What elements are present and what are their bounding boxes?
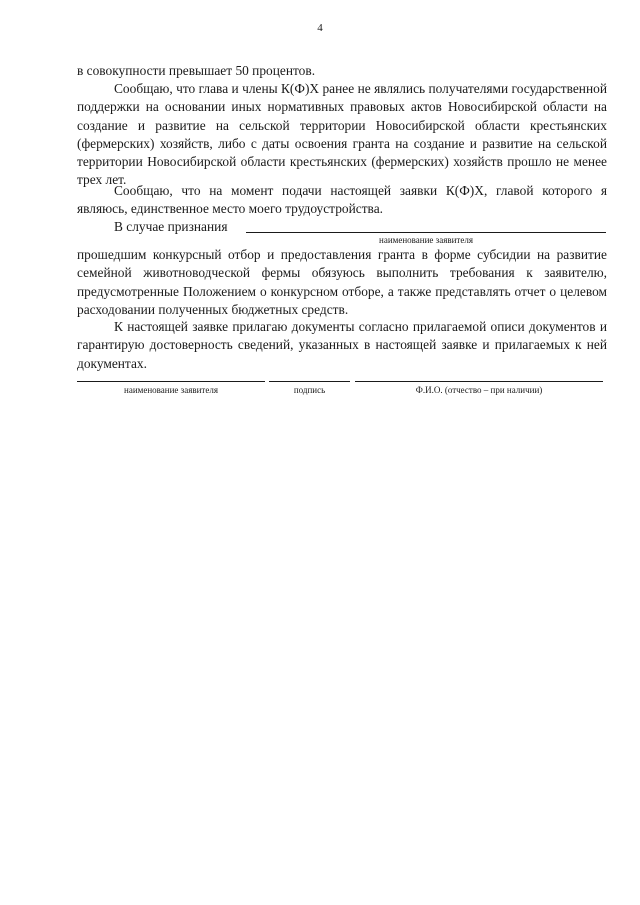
applicant-name-caption: наименование заявителя <box>379 235 473 245</box>
signature-sign-caption: подпись <box>293 385 326 395</box>
paragraph-obligations: прошедшим конкурсный отбор и предоставления гранта в форме субсидии на развитие семейной животноводческой фермы обязуюсь выполнить требования к заявителю, предусмотренные Положением о конкурсном отборе, а также представлять отчет о целевом расходовании полученных бюджетных средств. <box>77 247 607 317</box>
signature-fio-caption: Ф.И.О. (отчество – при наличии) <box>415 385 543 395</box>
paragraph-attachments: К настоящей заявке прилагаю документы согласно прилагаемой описи документов и гарантирую достоверность сведений, указанных в настоящей заявке и прилагаемых к ней документах. <box>77 319 607 371</box>
signature-name-caption: наименование заявителя <box>124 385 218 395</box>
paragraph-only-employment: Сообщаю, что на момент подачи настоящей заявки К(Ф)Х, главой которого я являюсь, единственное место моего трудоустройства. <box>77 183 607 217</box>
signature-sign-line <box>269 369 350 382</box>
applicant-name-line <box>246 217 606 233</box>
page-number: 4 <box>317 22 323 34</box>
recognition-prefix: В случае признания <box>114 219 228 234</box>
paragraph-share-percent: в совокупности превышает 50 процентов. <box>77 63 316 78</box>
signature-fio-line <box>355 369 603 382</box>
paragraph-no-previous-support: Сообщаю, что глава и члены К(Ф)Х ранее не являлись получателями государственной поддержки на основании иных нормативных правовых актов Новосибирской области на создание и развитие на сельской территории Новосибирской области крестьянских (фермерских) хозяйств, либо с даты освоения гранта на создание и развитие на сельской территории Новосибирской области крестьянских (фермерских) хозяйств прошло не менее трех лет. <box>77 81 607 188</box>
signature-name-line <box>77 369 265 382</box>
